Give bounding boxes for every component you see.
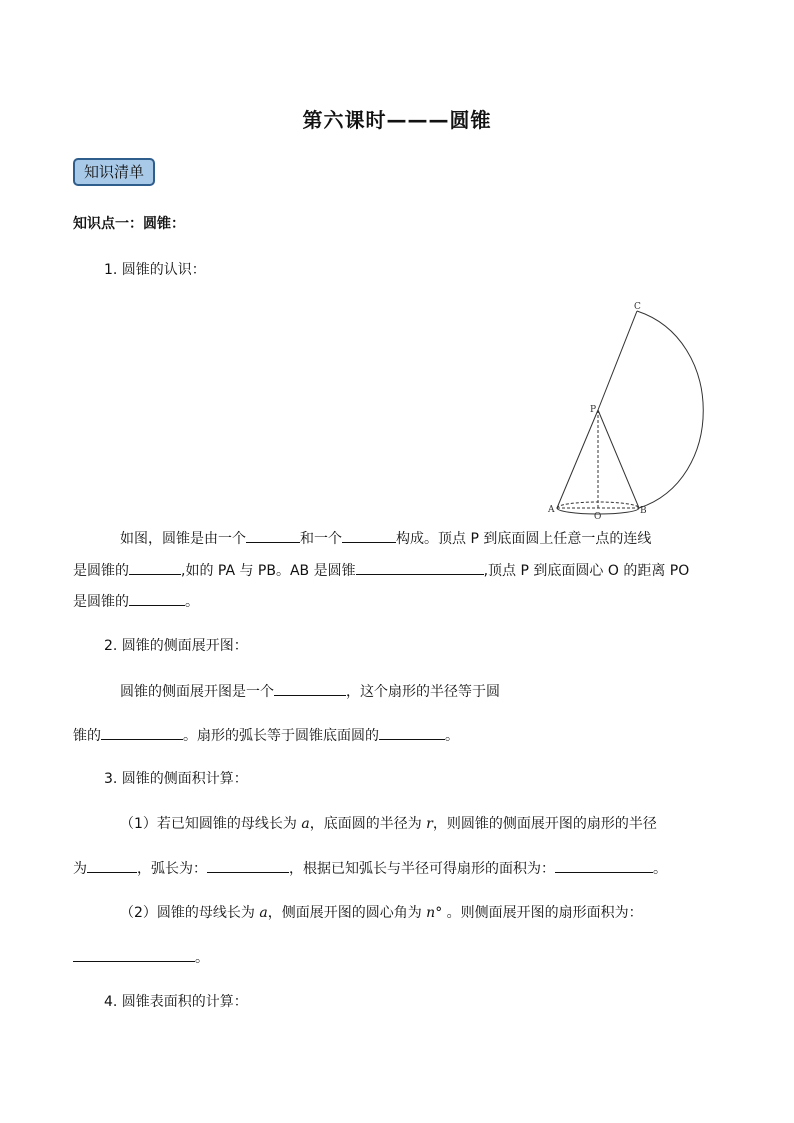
blank[interactable] [379, 724, 445, 740]
text: ,顶点 P 到底面圆心 O 的距离 PO [483, 563, 690, 579]
text: ,如的 PA 与 PB。AB 是圆锥 [181, 563, 356, 579]
blank[interactable] [129, 559, 181, 575]
text: 是圆锥的 [73, 563, 129, 579]
blank[interactable] [73, 946, 195, 962]
text: ，这个扇形的半径等于圆 [346, 684, 500, 700]
section-3-heading: 3. 圆锥的侧面积计算： [104, 771, 248, 787]
s2-line-1 [120, 680, 500, 701]
section-badge: 知识清单 [73, 158, 155, 186]
text: 。扇形的弧长等于圆锥底面圆的 [183, 728, 379, 744]
s3-q2-line-1 [120, 902, 643, 922]
label-b: B [640, 506, 647, 516]
blank[interactable] [555, 857, 653, 873]
text: 是圆锥的 [73, 594, 129, 610]
text: ，则圆锥的侧面展开图的扇形的半径 [432, 816, 657, 832]
label-o: O [594, 512, 602, 522]
text: ，底面圆的半径为 [309, 816, 427, 832]
blank[interactable] [342, 527, 396, 543]
text: （1）若已知圆锥的母线长为 [120, 816, 302, 832]
blank[interactable] [207, 857, 289, 873]
text: 和一个 [300, 531, 342, 547]
blank[interactable] [101, 724, 183, 740]
label-p: P [590, 405, 597, 415]
base-ellipse-front [557, 508, 639, 514]
blank[interactable] [129, 590, 185, 606]
section-4-heading: 4. 圆锥表面积的计算： [104, 994, 248, 1010]
text: ，弧长为： [137, 861, 207, 877]
slant-line-pc [598, 311, 637, 410]
text: ，根据已知弧长与半径可得扇形的面积为： [289, 861, 555, 877]
variable-r: r [426, 816, 433, 832]
text: 。 [185, 594, 199, 610]
text: 如图，圆锥是由一个 [120, 531, 246, 547]
variable-a: a [301, 816, 310, 832]
s1-line-3 [73, 590, 199, 611]
label-a: A [548, 505, 555, 515]
sector-arc-cb [637, 311, 703, 508]
text: 为 [73, 861, 87, 877]
s1-line-2 [73, 559, 689, 580]
text: 构成。顶点 P 到底面圆上任意一点的连线 [396, 531, 652, 547]
slant-line-pa [557, 410, 598, 508]
s3-q2-line-2 [73, 946, 209, 967]
base-ellipse-back [557, 502, 639, 508]
text: 锥的 [73, 728, 101, 744]
s2-line-2 [73, 724, 459, 745]
variable-a: a [259, 905, 268, 921]
text: 。 [195, 950, 209, 966]
text: 。则侧面展开图的扇形面积为： [442, 905, 643, 921]
blank[interactable] [246, 527, 300, 543]
s3-q1-line-1 [120, 813, 657, 833]
section-2-heading: 2. 圆锥的侧面展开图： [104, 638, 248, 654]
page-title: 第六课时———圆锥 [302, 108, 492, 132]
s3-q1-line-2 [73, 857, 667, 878]
text: （2）圆锥的母线长为 [120, 905, 260, 921]
text: 圆锥的侧面展开图是一个 [120, 684, 274, 700]
slant-line-pb [598, 410, 639, 508]
text: ，侧面展开图的圆心角为 [267, 905, 427, 921]
blank[interactable] [87, 857, 137, 873]
text: 。 [445, 728, 459, 744]
label-c: C [634, 302, 641, 312]
variable-n-degrees: n° [426, 905, 443, 921]
s1-line-1 [120, 527, 651, 548]
knowledge-point-heading: 知识点一：圆锥： [73, 216, 185, 232]
text: 。 [653, 861, 667, 877]
section-1-heading: 1. 圆锥的认识： [104, 262, 206, 278]
blank[interactable] [356, 559, 484, 575]
blank[interactable] [274, 680, 346, 696]
